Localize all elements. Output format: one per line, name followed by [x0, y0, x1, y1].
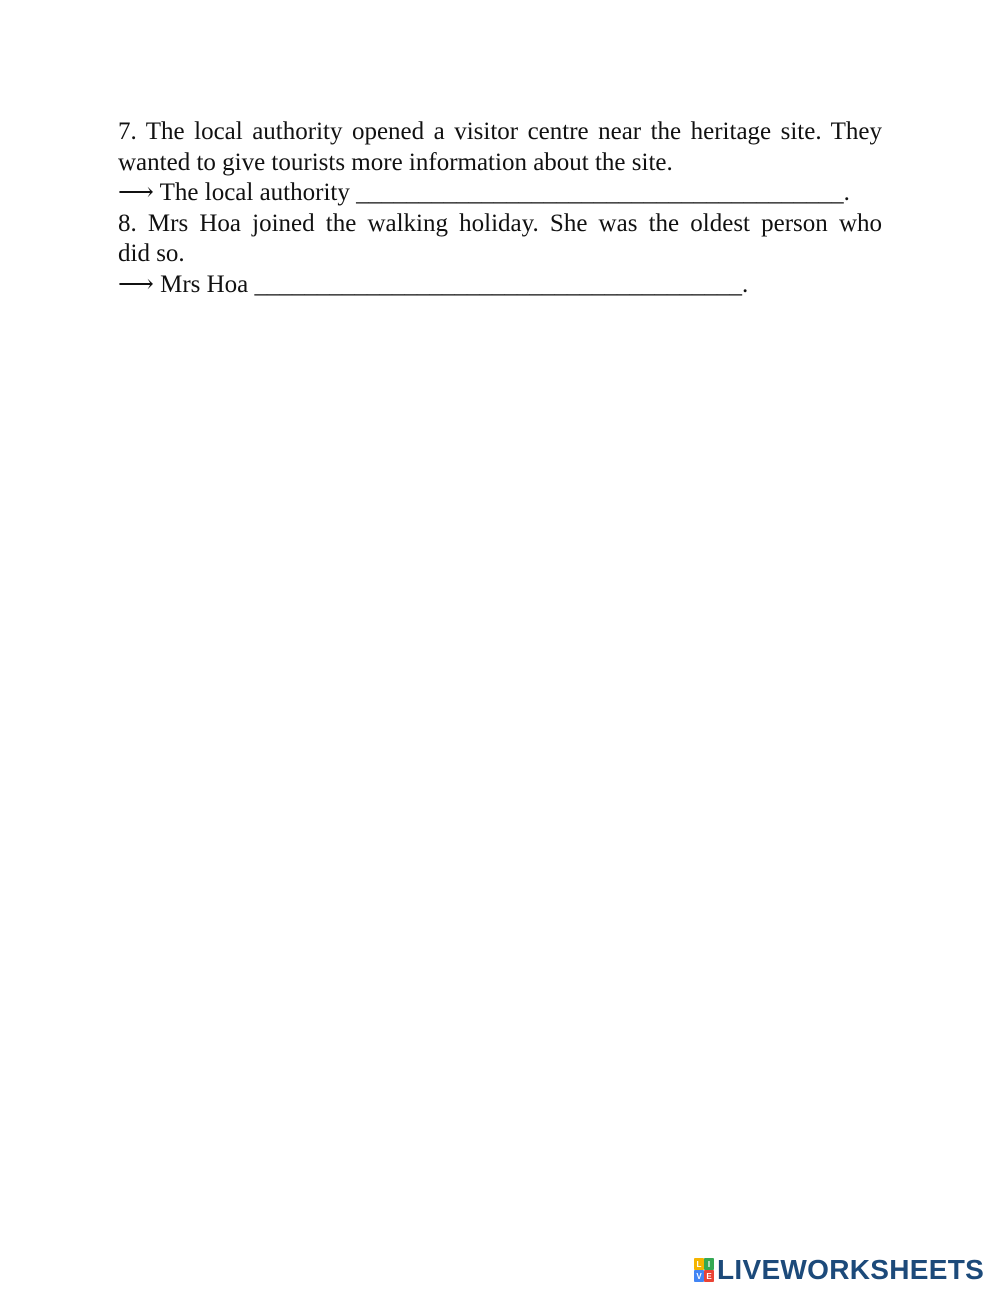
question-7-line-2: wanted to give tourists more information about the site. [118, 148, 673, 176]
liveworksheets-logo [694, 1256, 984, 1284]
logo-mark-letter-l: L [694, 1258, 704, 1270]
question-7-line-1: 7. The local authority opened a visitor centre near the heritage site. They [118, 118, 882, 145]
question-8-line-1: 8. Mrs Hoa joined the walking holiday. She was the oldest person who [118, 209, 882, 237]
logo-mark-letter-i: I [704, 1258, 714, 1270]
question-8-line-2: did so. [118, 240, 185, 267]
logo-mark-letter-v: V [694, 1270, 704, 1282]
question-8-answer-line[interactable]: ⟶ Mrs Hoa _______________________________________. [118, 270, 749, 298]
worksheet-content [118, 117, 882, 300]
logo-mark-icon [694, 1258, 714, 1282]
logo-mark-letter-e: E [704, 1270, 714, 1282]
question-7-answer-line[interactable]: ⟶ The local authority _______________________________________. [118, 179, 850, 206]
logo-text: LIVEWORKSHEETS [717, 1254, 985, 1285]
